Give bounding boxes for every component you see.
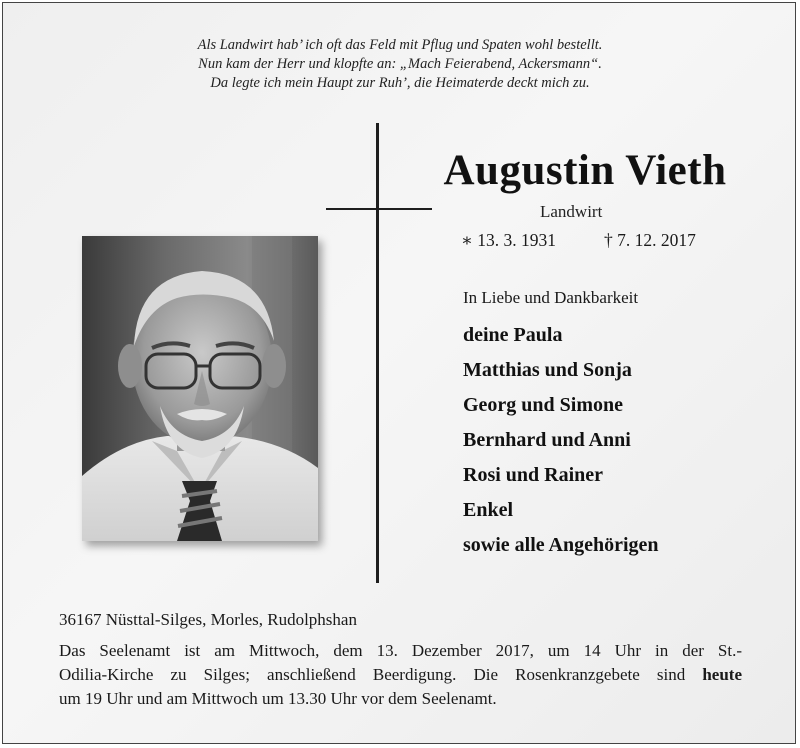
mourner-name: Georg und Simone	[463, 394, 624, 416]
mourner-name: Rosi und Rainer	[463, 464, 604, 486]
death-date: † 7. 12. 2017	[604, 230, 696, 250]
mourner-name: deine Paula	[463, 324, 563, 346]
notice-line-1: Das Seelenamt ist am Mittwoch, dem 13. Dezember 2017, um 14 Uhr in der St.-	[59, 641, 742, 660]
notice-line-2	[59, 663, 742, 687]
poem-line-2: Nun kam der Herr und klopfte an: „Mach Feierabend, Ackersmann“.	[198, 56, 602, 72]
portrait-photo	[82, 236, 318, 541]
mourner-name: Bernhard und Anni	[463, 429, 631, 451]
mourner-name: Matthias und Sonja	[463, 359, 632, 381]
mourners-list	[463, 318, 659, 563]
poem	[0, 36, 800, 93]
portrait-illustration	[82, 236, 318, 541]
poem-line-3: Da legte ich mein Haupt zur Ruh’, die Heimaterde deckt mich zu.	[210, 75, 590, 91]
notice-line-3: um 19 Uhr und am Mittwoch um 13.30 Uhr vor dem Seelenamt.	[59, 689, 497, 708]
deceased-name: Augustin Vieth	[443, 147, 727, 194]
notice-emphasis: heute	[702, 665, 743, 684]
funeral-notice	[59, 639, 742, 711]
cross-horizontal-bar	[326, 208, 432, 210]
mourner-name: sowie alle Angehörigen	[463, 534, 659, 556]
notice-line-2-text: Odilia-Kirche zu Silges; anschließend Beerdigung. Die Rosenkranzgebete sind	[59, 665, 686, 684]
poem-line-1: Als Landwirt hab’ ich oft das Feld mit Pflug und Spaten wohl bestellt.	[197, 37, 603, 53]
birth-date: ∗ 13. 3. 1931	[461, 230, 557, 250]
deceased-occupation: Landwirt	[540, 202, 603, 221]
family-address: 36167 Nüsttal-Silges, Morles, Rudolphshan	[59, 610, 357, 629]
mourners-intro: In Liebe und Dankbarkeit	[463, 288, 639, 307]
mourner-name: Enkel	[463, 499, 514, 521]
cross-vertical-bar	[376, 123, 379, 583]
